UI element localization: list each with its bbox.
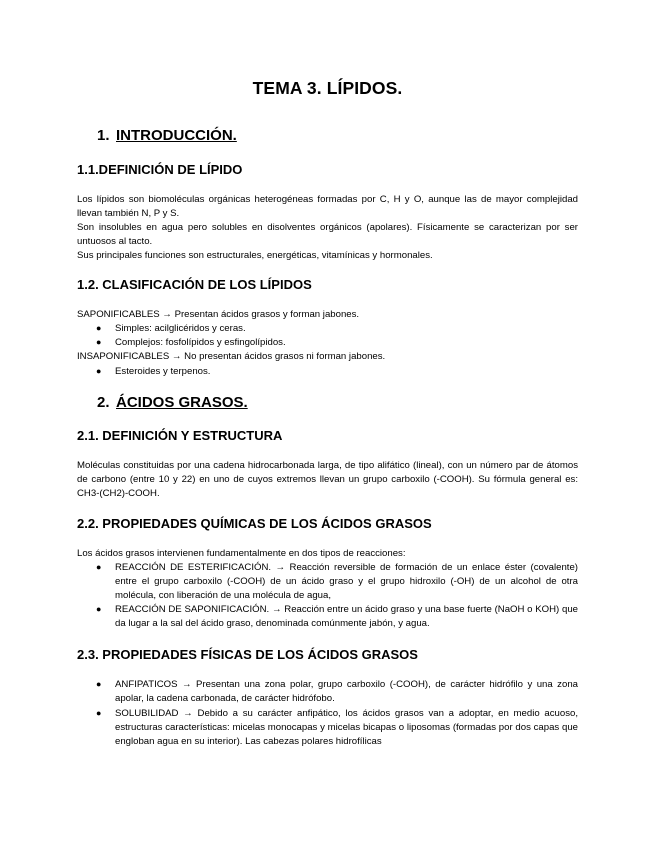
bullet-icon: ● — [96, 604, 102, 614]
subsection-heading-2-1: 2.1. DEFINICIÓN Y ESTRUCTURA — [77, 428, 283, 443]
list-item: SOLUBILIDAD → Debido a su carácter anfipático, los ácidos grasos van a adoptar, en medio acuoso, estructuras características: micelas monocapas y micelas bicapas o liposomas (formadas por dos capas que engloban agua en su interior). Las cabezas polares hidrofílicas — [115, 708, 578, 747]
bullet-icon: ● — [96, 366, 102, 376]
paragraph: Los lípidos son biomoléculas orgánicas heterogéneas formadas por C, H y O, aunque las de mayor complejidad llevan también N, P y S. — [77, 194, 578, 219]
section-number: 1. — [97, 127, 110, 144]
list-item: Simples: acilglicéridos y ceras. — [115, 323, 246, 334]
subsection-heading-1-1: 1.1.DEFINICIÓN DE LÍPIDO — [77, 162, 243, 177]
paragraph: Sus principales funciones son estructurales, energéticas, vitamínicas y hormonales. — [77, 250, 433, 261]
list-item: REACCIÓN DE ESTERIFICACIÓN. → Reacción reversible de formación de un enlace éster (covalente) entre el grupo carboxilo (-COOH) de un ácido graso y el grupo hidroxilo (-OH) de un alcohol de otra molécula, con liberación de una molécula de agua, — [115, 562, 578, 601]
bullet-icon: ● — [96, 562, 102, 572]
section-heading-1 — [97, 127, 237, 144]
bullet-icon: ● — [96, 337, 102, 347]
subsection-heading-1-2: 1.2. CLASIFICACIÓN DE LOS LÍPIDOS — [77, 277, 312, 292]
document-title: TEMA 3. LÍPIDOS. — [252, 78, 403, 98]
classification-insaponificables: INSAPONIFICABLES → No presentan ácidos grasos ni forman jabones. — [77, 351, 386, 362]
bullet-icon: ● — [96, 679, 102, 689]
list-item: Esteroides y terpenos. — [115, 366, 211, 377]
paragraph: Los ácidos grasos intervienen fundamentalmente en dos tipos de reacciones: — [77, 548, 406, 559]
bullet-icon: ● — [96, 708, 102, 718]
bullet-icon: ● — [96, 323, 102, 333]
classification-saponificables: SAPONIFICABLES → Presentan ácidos grasos y forman jabones. — [77, 309, 360, 320]
list-item: Complejos: fosfolípidos y esfingolípidos. — [115, 337, 286, 348]
subsection-heading-2-2: 2.2. PROPIEDADES QUÍMICAS DE LOS ÁCIDOS GRASOS — [77, 516, 432, 531]
list-item: REACCIÓN DE SAPONIFICACIÓN. → Reacción entre un ácido graso y una base fuerte (NaOH o KOH) que da lugar a la sal del ácido graso, denominada comúnmente jabón, y agua. — [115, 604, 578, 629]
subsection-heading-2-3: 2.3. PROPIEDADES FÍSICAS DE LOS ÁCIDOS GRASOS — [77, 647, 418, 662]
section-title: INTRODUCCIÓN. — [116, 127, 237, 144]
list-item: ANFIPATICOS → Presentan una zona polar, grupo carboxilo (-COOH), de carácter hidrófilo y una zona apolar, la cadena carbonada, de carácter hidrófobo. — [115, 679, 578, 704]
paragraph: Moléculas constituidas por una cadena hidrocarbonada larga, de tipo alifático (lineal), con un número par de átomos de carbono (entre 10 y 22) en uno de cuyos extremos llevan un grupo carboxilo (-COOH). Su fórmula general es: CH3-(CH2)-COOH. — [77, 460, 578, 499]
paragraph: Son insolubles en agua pero solubles en disolventes orgánicos (apolares). Físicamente se caracterizan por ser untuosos al tacto. — [77, 222, 578, 247]
section-title: ÁCIDOS GRASOS. — [116, 394, 248, 411]
section-number: 2. — [97, 394, 110, 411]
section-heading-2 — [97, 394, 248, 411]
